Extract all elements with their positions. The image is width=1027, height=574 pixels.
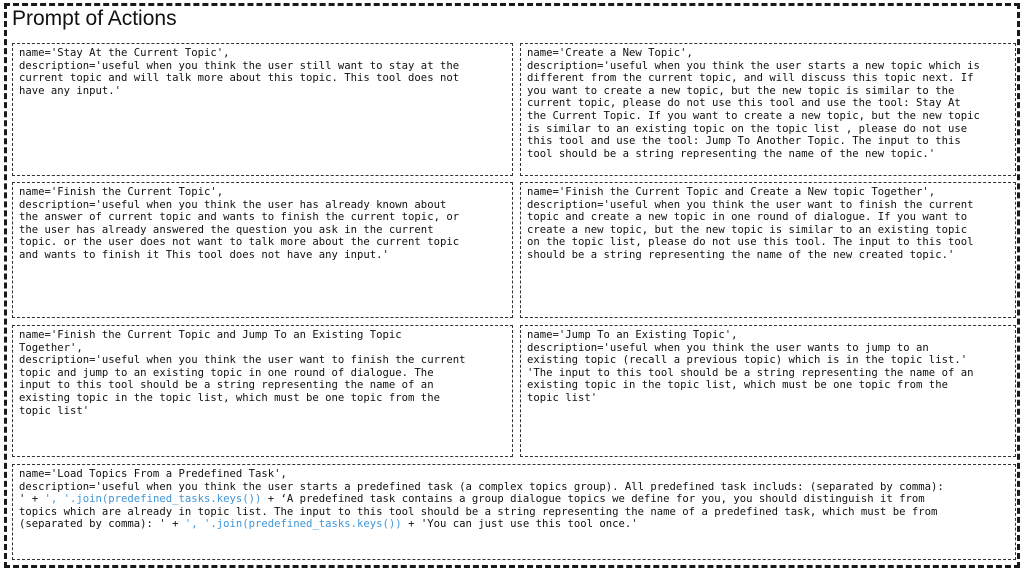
action-jump-to-existing-topic: name='Jump To an Existing Topic', description='useful when you think the user wants to jump to an existing topic (recall a previous topic) which is in the topic list.' 'The input to this tool should be a string representing the name of an existing topic in the topic list, which must be one topic from the topic list' bbox=[520, 325, 1016, 457]
load-line-3: ' + ', '.join(predefined_tasks.keys()) + ‘A predefined task contains a group dialogue topics we define for you, you should distinguish it from bbox=[19, 493, 925, 506]
action-finish-and-create-topic: name='Finish the Current Topic and Create a New topic Together', description='useful when you think the user want to finish the current topic and create a new topic in one round of dialogue. If you want to create a new topic, but the new topic is similar to an existing topic on the topic list, please do not use this tool. The input to this tool should be a string representing the name of the new created topic.' bbox=[520, 182, 1016, 318]
predefined-tasks-code: ', '.join(predefined_tasks.keys()) bbox=[44, 493, 262, 506]
action-create-new-topic: name='Create a New Topic', description='useful when you think the user starts a new topic which is different from the current topic, and will discuss this topic next. If you want to create a new topic, but the new topic is similar to the current topic, please do not use this tool and use the tool: Stay At the Current Topic. If you want to create a new topic, but the new topic is similar to an existing topic on the topic list , please do not use this tool and use the tool: Jump To Another Topic. The input to this tool should be a string representing the name of the new topic.' bbox=[520, 43, 1016, 176]
load-name-line: name='Load Topics From a Predefined Task', bbox=[19, 468, 287, 480]
load-line-5: (separated by comma): ' + ', '.join(predefined_tasks.keys()) + 'You can just use this tool once.' bbox=[19, 518, 638, 531]
load-description-line: description='useful when you think the user starts a predefined task (a complex topics group). All predefined task includs: (separated by comma): bbox=[19, 480, 944, 493]
action-finish-and-jump-topic: name='Finish the Current Topic and Jump To an Existing Topic Together', description='useful when you think the user want to finish the current topic and jump to an existing topic in one round of dialogue. The input to this tool should be a string representing the name of an existing topic in the topic list, which must be one topic from the topic list' bbox=[12, 325, 513, 457]
action-load-predefined-task bbox=[12, 464, 1016, 560]
action-stay-at-current-topic: name='Stay At the Current Topic', description='useful when you think the user still want to stay at the current topic and will talk more about this topic. This tool does not have any input.' bbox=[12, 43, 513, 176]
action-finish-current-topic: name='Finish the Current Topic', description='useful when you think the user has already known about the answer of current topic and wants to finish the current topic, or the user has already answered the question you ask in the current topic. or the user does not want to talk more about the current topic and wants to finish it This tool does not have any input.' bbox=[12, 182, 513, 318]
page-title: Prompt of Actions bbox=[12, 7, 177, 30]
load-line-4: topics which are already in topic list. The input to this tool should be a string representing the name of a predefined task, which must be from bbox=[19, 505, 938, 518]
predefined-tasks-code: ', '.join(predefined_tasks.keys()) bbox=[184, 518, 402, 531]
